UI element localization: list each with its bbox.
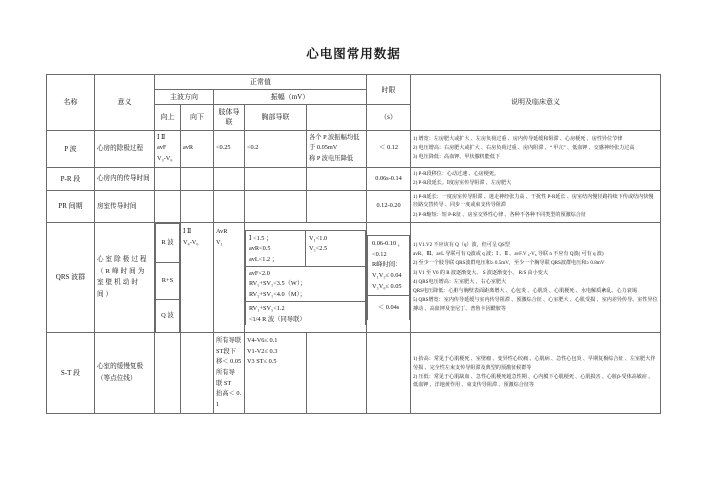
header-normal-value: 正常值	[154, 75, 366, 90]
direction-up-pr-interval	[154, 191, 180, 223]
amp-line: 所有导联 ST段下移＜ 0.05	[215, 336, 242, 366]
amp-qrs-right	[306, 230, 366, 266]
table-row-pr-segment	[46, 167, 660, 191]
duration-qrs-top	[368, 235, 410, 295]
amp-extra-p-wave	[306, 130, 366, 167]
amp-line: V₁<1.0	[309, 234, 328, 242]
dur-line: R峰时间：	[372, 261, 402, 269]
qrs-subrows	[155, 223, 180, 332]
direction-down-p-wave: avR	[180, 130, 213, 167]
amp-chest-p-wave: <0.2	[244, 130, 306, 167]
notes-qrs	[411, 222, 661, 332]
direction-down-qrs	[213, 222, 244, 332]
amp-limb-pr-interval	[213, 191, 244, 223]
row-name-st-segment: S-T 段	[46, 332, 94, 413]
duration-qrs-grid	[367, 235, 410, 320]
direction-up-p-wave	[154, 130, 180, 167]
dur-line: <0.12	[372, 250, 387, 258]
ecg-reference-table	[46, 74, 661, 414]
dir-line: avF	[156, 144, 167, 152]
note-line: 1) 抬高：常见于心肌梗死 、室壁瘤 、变异性心绞痛 、心肌病 、急性心包炎 、早期复极综合征 、左室肥大伴劳损 、完全性左束支传导阻滞及典型的预激征候群等	[413, 356, 656, 371]
qrs-sub-r: R 波	[155, 223, 179, 262]
note-line: 1) P-R段移位：心动过速 、心房梗死。	[413, 170, 500, 177]
direction-down-st-segment	[180, 332, 213, 413]
header-main-direction: 主波方向	[154, 90, 213, 105]
dur-line: V₅V₆≤ 0.05	[372, 282, 402, 290]
amp-line: V1-V2≤ 0.3	[246, 347, 278, 355]
amp-extra-pr-segment	[306, 167, 366, 191]
dir-line: V₁	[215, 238, 223, 246]
meaning-qrs: 心室除极过程（R峰时间为室壁机动时间）	[94, 222, 154, 332]
header-amp-limb: 肢体导联	[213, 105, 244, 130]
qrs-subrow-container	[154, 222, 180, 332]
dir-line: Ⅰ Ⅱ	[182, 227, 192, 235]
note-line: 2) 至少一个肢导联 QRS波群电压和≥ 0.5mV，至少一个胸导联 QRS波群电压和≥ 0.8mV	[413, 260, 605, 267]
header-name: 名称	[46, 75, 94, 131]
amp-line: RV₁+SV₅<1.2	[248, 304, 285, 312]
dir-line: AvR	[215, 227, 228, 235]
notes-st-segment	[411, 332, 661, 413]
amp-extra-pr-interval	[306, 191, 366, 223]
row-name-pr-interval: PR 间期	[46, 191, 94, 223]
amp-extra-line: 称 P 波电压降低	[308, 154, 354, 162]
amp-qrs-container	[244, 222, 366, 332]
amp-chest-pr-interval	[244, 191, 306, 223]
meaning-pr-segment: 心房内的传导时间	[94, 167, 154, 191]
row-name-p-wave: P 波	[46, 130, 94, 167]
meaning-st-segment: 心室的缓慢复极（等点位线）	[94, 332, 154, 413]
note-line: 1) 增宽：左房肥大或扩大 、左房负荷过重 、房内传导延缓和阻滞 、心房梗死 、房性异位节律	[413, 135, 623, 142]
amp-line: 所有导 联 ST	[215, 369, 235, 387]
amp-qrs-left	[245, 230, 305, 266]
note-line: 2) P-R段延长。Ⅰ度房室传导阻滞 、左房肥大	[413, 179, 512, 186]
dir-line: V₄-V₆	[182, 238, 199, 246]
note-line: 1) V1.V2 不应该有 Q（q）波，但可呈 QS型	[413, 241, 510, 248]
amp-qrs-bottom	[245, 301, 365, 325]
note-line: 5) QRS增宽：室内传导延缓与室内传导阻滞 、预激综合征 、心室肥大 、心肌受损 、室内差异传导、室性异位搏动 、高血钾及奎尼丁、普鲁卡因酰胺等	[413, 297, 658, 312]
amp-line: V3 ST≤ 0.5	[246, 358, 277, 366]
amp-line: V4-V6≤ 0.1	[246, 336, 278, 344]
note-line: QRS电压降低：心脏与胸壁表面距离增大 、心包炎 、心肌炎 、心肌梗死 、水电解质紊乱、心力衰竭	[413, 288, 637, 295]
row-name-qrs: QRS 波群	[46, 222, 94, 332]
direction-up-qrs	[180, 222, 213, 332]
amp-limb-pr-segment	[213, 167, 244, 191]
header-duration-unit: （s）	[367, 105, 411, 130]
dur-line: 0.06-0.10 ，	[372, 239, 405, 247]
page-title: 心电图常用数据	[306, 47, 401, 61]
header-duration: 时限	[367, 75, 411, 105]
duration-pr-segment: 0.06s-0.14	[367, 167, 411, 191]
amp-extra-line: 各个 P 波振幅均低于 0.05mV	[308, 133, 360, 152]
header-direction-up: 向上	[154, 105, 180, 130]
direction-down-pr-segment	[180, 167, 213, 191]
header-amplitude: 振幅（mV）	[213, 90, 366, 105]
dir-line: V₃-V₆	[156, 154, 173, 162]
amp-extra-st-segment	[306, 332, 366, 413]
dir-line: Ⅰ Ⅱ	[156, 133, 166, 141]
duration-qrs-container	[367, 222, 411, 332]
notes-pr-segment	[411, 167, 661, 191]
amp-limb-p-wave: <0.25	[213, 130, 244, 167]
qrs-sub-rs: R+S	[155, 262, 179, 299]
amp-line: Ⅰ <1.5 ；	[248, 234, 273, 242]
amp-line: <1/4 R 波（同导联）	[248, 315, 306, 323]
table-row-st-segment	[46, 332, 660, 413]
amp-line: RV₅+SV₁<3.5（W）；	[248, 280, 307, 288]
header-amp-chest: 胸部导联	[244, 105, 306, 130]
note-line: 3) 电压降低：高血钾、甲状腺机能低下	[413, 154, 501, 161]
dur-line: V₁V₂≤ 0.04	[372, 272, 402, 280]
notes-pr-interval	[411, 191, 661, 223]
amp-line: avL<1.2 ；	[248, 256, 279, 264]
amp-qrs-mid	[245, 266, 365, 301]
amp-right-st-segment	[244, 332, 306, 413]
note-line: 2) 电压增高：右房肥大或扩大 、右房负荷过重 、房内阻滞 、“ 甲亢” 、低血钾 、交感神经张力过高	[413, 144, 635, 151]
amp-line: avR<0.5	[248, 245, 271, 253]
row-name-pr-segment: P-R 段	[46, 167, 94, 191]
note-line: 1) P-R延长：一度房室传导阻滞 、迷走神经张力高 、干扰性 P-R延长 、房室结内慢径路持续下传或结内快慢径路交替传导 、同步一度或束支传导阻滞	[413, 194, 654, 209]
header-meaning: 意义	[94, 75, 154, 131]
meaning-p-wave: 心房的除极过程	[94, 130, 154, 167]
duration-st-segment	[367, 332, 411, 413]
duration-pr-interval: 0.12-0.20	[367, 191, 411, 223]
amp-line: 抬高＜ 0.1	[215, 390, 242, 409]
note-line: 3) V1 至 V6 的 R 波逐渐变大、 S 波逐渐变小、 R/S 由小变大	[413, 269, 548, 276]
amp-qrs-grid	[245, 230, 366, 326]
note-line: 2) P-R缩短：短 P-R征 、房室交界性心律 、各种不各种不同类型的预激综合征	[413, 211, 586, 218]
direction-up-st-segment	[154, 332, 180, 413]
amp-line: RV₅+SV₁<4.0（M）；	[248, 291, 306, 299]
amp-left-st-segment	[213, 332, 244, 413]
direction-down-pr-interval	[180, 191, 213, 223]
note-line: 4) QRS电压增高：左室肥大 、右心室肥大	[413, 278, 507, 285]
meaning-pr-interval: 房室传导时间	[94, 191, 154, 223]
table-row-pr-interval	[46, 191, 660, 223]
amp-chest-pr-segment	[244, 167, 306, 191]
amp-line: avF<2.0	[248, 269, 270, 277]
note-line: 2) 压低：常见于心肌缺血 、急性心肌梗死超急性期 、心内膜下心肌梗死 、心肌损害 、心脏β-受体高敏症 、低血钾 、洋地黄作用 、束支传导阻滞 、预激综合征等	[413, 373, 654, 389]
header-notes: 说明及临床意义	[411, 75, 661, 131]
table-header-row	[46, 75, 660, 90]
header-direction-down: 向下	[180, 105, 213, 130]
amp-line: V₅<2.5	[309, 245, 328, 253]
note-line: avR、Ⅲ、avL 导联可有 Q波或 q 波；Ⅰ 、Ⅱ 、avF.V ₄-V₆ 导联 n 不应有 Q波( 可有 q 波)	[413, 251, 604, 258]
notes-p-wave	[411, 130, 661, 167]
direction-up-pr-segment	[154, 167, 180, 191]
duration-qrs-bottom: ＜ 0.04s	[368, 295, 410, 320]
header-amp-blank	[306, 105, 366, 130]
qrs-sub-q: Q 波	[155, 299, 179, 332]
table-row-qrs	[46, 222, 660, 332]
duration-p-wave: ＜ 0.12	[367, 130, 411, 167]
table-row-p-wave	[46, 130, 660, 167]
